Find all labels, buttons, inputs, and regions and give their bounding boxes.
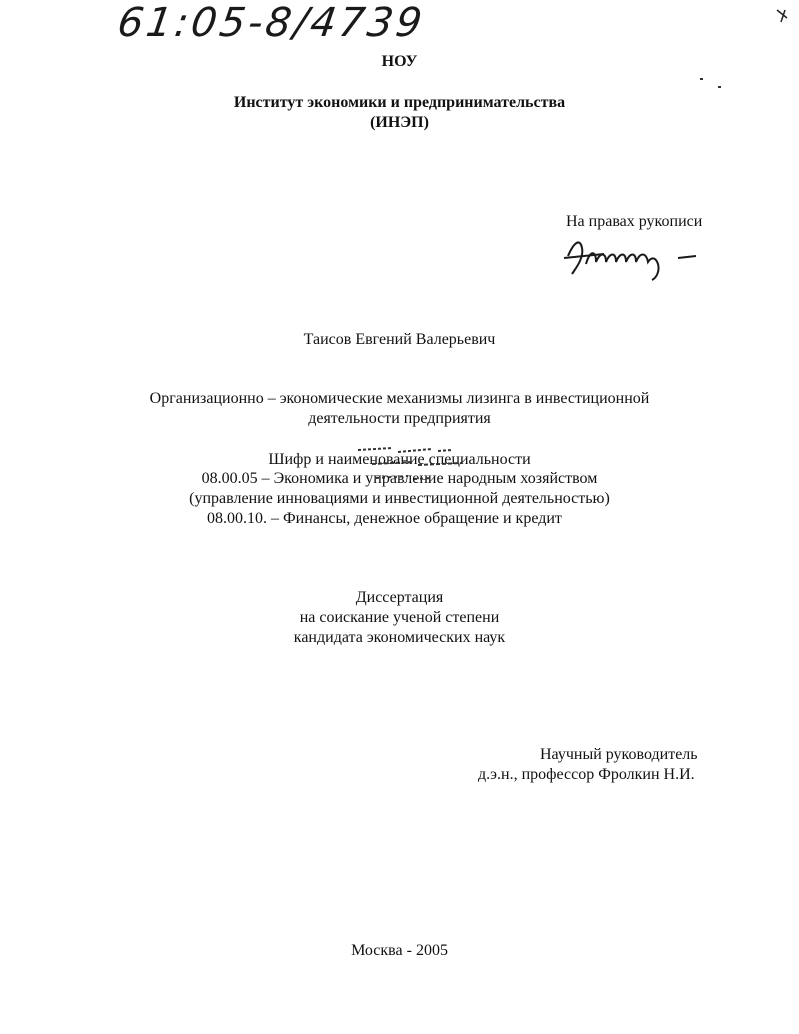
work-purpose: на соискание ученой степени xyxy=(299,609,500,626)
specialty-heading: Шифр и наименование специальности xyxy=(268,451,531,468)
supervisor-label: Научный руководитель xyxy=(540,746,698,763)
specialty-code-1-detail: (управление инновациями и инвестиционной деятельностью) xyxy=(189,490,610,507)
specialty-code-1: 08.00.05 – Экономика и управление народным хозяйством xyxy=(201,470,598,487)
author-signature xyxy=(560,228,710,284)
city-year: Москва - 2005 xyxy=(351,942,448,959)
scan-speck xyxy=(718,86,721,88)
work-type: Диссертация xyxy=(355,589,444,606)
archive-code-handwritten: 61:05-8/4739 xyxy=(114,0,428,46)
author-name: Таисов Евгений Валерьевич xyxy=(303,331,496,348)
specialty-code-2: 08.00.10. – Финансы, денежное обращение и кредит xyxy=(207,510,562,527)
organization-abbr: (ИНЭП) xyxy=(370,114,429,131)
corner-pen-mark xyxy=(773,4,793,44)
dissertation-title-line-2: деятельности предприятия xyxy=(308,410,491,427)
supervisor-name: д.э.н., профессор Фролкин Н.И. xyxy=(478,766,695,783)
organization-type: НОУ xyxy=(381,53,418,70)
scan-speck xyxy=(700,78,703,80)
work-degree: кандидата экономических наук xyxy=(293,629,506,646)
dissertation-title-line-1: Организационно – экономические механизмы лизинга в инвестиционной xyxy=(149,390,650,407)
organization-name: Институт экономики и предпринимательства xyxy=(233,94,566,111)
rights-note: На правах рукописи xyxy=(566,213,703,230)
